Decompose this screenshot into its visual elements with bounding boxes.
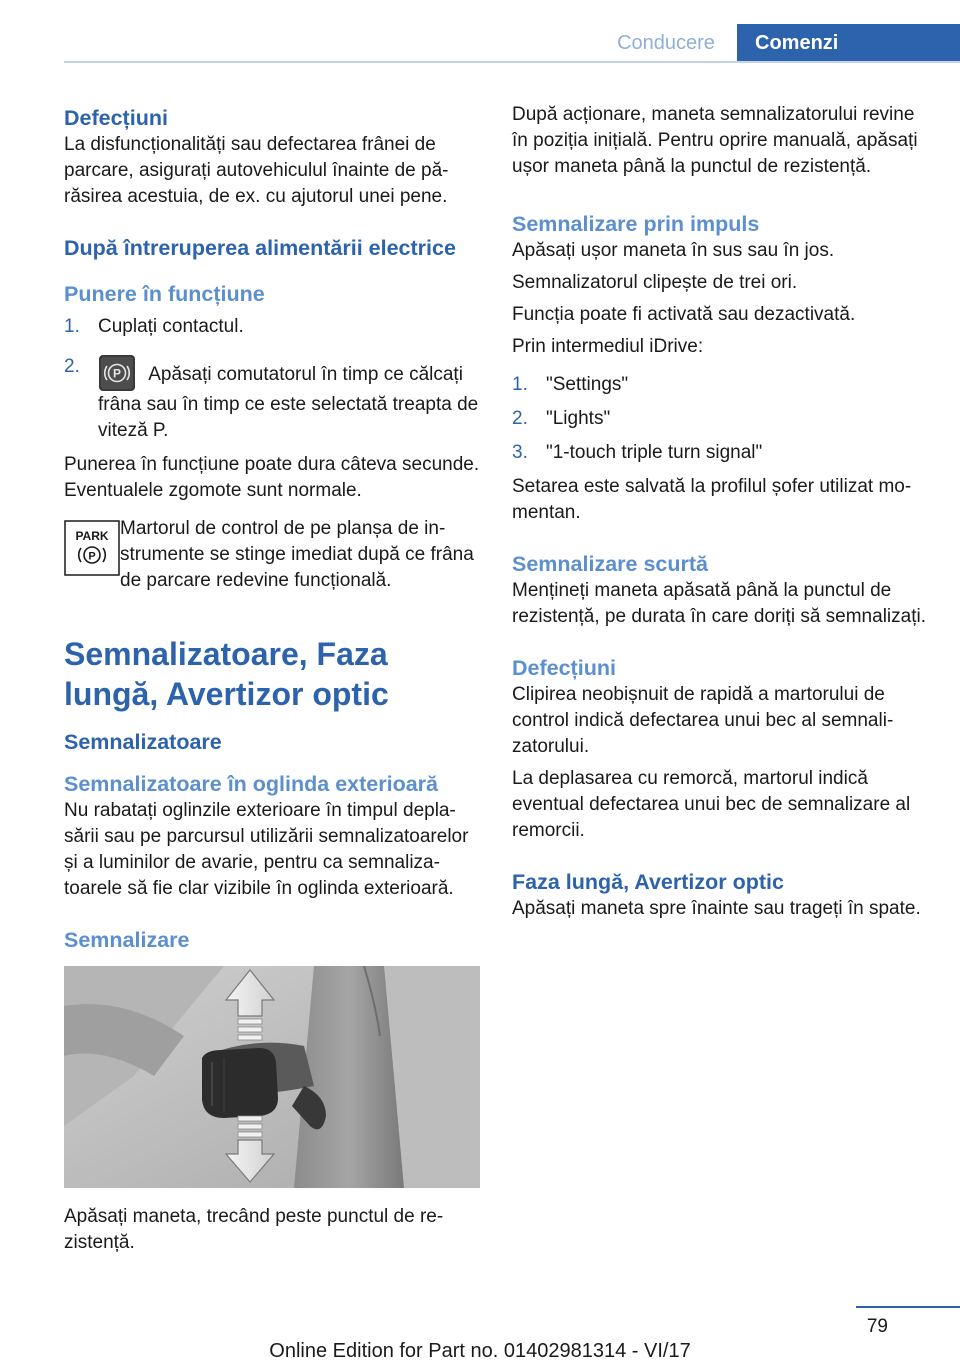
- header-tab-comenzi[interactable]: Comenzi: [737, 24, 960, 62]
- list-item: [512, 406, 932, 432]
- footer-edition: Online Edition for Part no. 01402981314 - VI/17: [269, 1340, 691, 1362]
- list-text: Cuplați contactul.: [98, 316, 244, 337]
- park-icon-label: PARK: [75, 529, 109, 543]
- footer-divider: [856, 1306, 960, 1308]
- park-indicator-row: [64, 516, 482, 594]
- impuls-paragraph-2: Semnalizatorul clipește de trei ori.: [512, 272, 798, 293]
- left-column: [64, 104, 482, 1256]
- list-item: [512, 372, 932, 398]
- right-column: [512, 102, 932, 922]
- section-title-defectiuni: Defecțiuni: [64, 106, 168, 130]
- section-title-oglinda: Semnalizatoare în oglinda exterioară: [64, 772, 438, 796]
- section-title-scurta: Semnalizare scurtă: [512, 552, 708, 576]
- list-number: 1.: [512, 374, 528, 395]
- list-text: "Settings": [546, 374, 629, 395]
- svg-text:P: P: [112, 366, 122, 381]
- turn-signal-lever-photo: [64, 966, 480, 1188]
- impuls-paragraph-3: Funcția poate fi activată sau dezactivată.: [512, 304, 856, 325]
- section-title-faza-lunga: Faza lungă, Avertizor optic: [512, 870, 784, 894]
- list-item: [64, 314, 482, 340]
- section-title-defectiuni-right: Defecțiuni: [512, 656, 616, 680]
- idrive-steps-list: [512, 372, 932, 466]
- section-title-semnalizatoare: Semnalizatoare: [64, 730, 222, 754]
- list-number: 2.: [64, 356, 80, 377]
- impuls-paragraph-4: Prin intermediul iDrive:: [512, 336, 704, 357]
- defectiuni-paragraph: La disfuncționalități sau defectarea frânei de parcare, asigurați autovehiculul înainte de părăsirea acestuia, de ex. cu ajutorul unei pene.: [64, 134, 449, 207]
- list-text: Apăsați comutatorul în timp ce călcați frâna sau în timp ce este selectată treapta de viteză P.: [98, 364, 479, 441]
- list-item: [512, 440, 932, 466]
- header-tab-conducere[interactable]: Conducere: [617, 32, 715, 54]
- list-text: "1-touch triple turn signal": [546, 442, 763, 463]
- punere-steps-list: [64, 314, 482, 444]
- section-title-dupa-intrerupere: După întreruperea alimentării electrice: [64, 236, 456, 260]
- punere-note: Punerea în funcțiune poate dura câteva secunde. Eventualele zgomote sunt normale.: [64, 454, 480, 501]
- svg-text:P: P: [88, 550, 96, 563]
- park-indicator-text: Martorul de control de pe planșa de instrumente se stinge imediat după ce frâna de parcare redevine funcțională.: [120, 518, 474, 591]
- section-title-semnalizare: Semnalizare: [64, 928, 190, 952]
- list-item: [64, 354, 482, 444]
- section-title-impuls: Semnalizare prin impuls: [512, 212, 760, 236]
- scurta-paragraph: Mențineți maneta apăsată până la punctul de rezistență, pe durata în care doriți să semnalizați.: [512, 580, 926, 627]
- impuls-paragraph-5: Setarea este salvată la profilul șofer utilizat momentan.: [512, 476, 912, 523]
- list-number: 2.: [512, 408, 528, 429]
- impuls-paragraph-1: Apăsați ușor maneta în sus sau în jos.: [512, 240, 835, 261]
- list-number: 1.: [64, 316, 80, 337]
- oglinda-paragraph: Nu rabatați oglinzile exterioare în timpul deplasării sau pe parcursul utilizării semnalizatoarelor și a luminilor de avarie, pentru ca semnalizatoarele să fie clar vizibile în oglinda exterioară.: [64, 800, 469, 899]
- defectiuni-right-paragraph-2: La deplasarea cu remorcă, martorul indică eventual defectarea unui bec de semnalizare al remorcii.: [512, 768, 911, 841]
- chapter-title: Semnalizatoare, Faza lungă, Avertizor optic: [64, 636, 389, 712]
- list-number: 3.: [512, 442, 528, 463]
- park-warning-light-icon: [64, 520, 120, 576]
- intro-paragraph: După acționare, maneta semnalizatorului revine în poziția inițială. Pentru oprire manuală, apăsați ușor maneta până la punctul de rezistență.: [512, 104, 918, 177]
- header-divider: [64, 61, 960, 63]
- faza-paragraph: Apăsați maneta spre înainte sau trageți în spate.: [512, 898, 921, 919]
- parking-brake-button-icon: [98, 354, 136, 392]
- list-text: "Lights": [546, 408, 611, 429]
- photo-caption: Apăsați maneta, trecând peste punctul de rezistență.: [64, 1206, 444, 1253]
- page-number: 79: [866, 1316, 888, 1337]
- defectiuni-right-paragraph-1: Clipirea neobișnuit de rapidă a martorului de control indică defectarea unui bec al semnalizatorului.: [512, 684, 894, 757]
- section-title-punere: Punere în funcțiune: [64, 282, 265, 306]
